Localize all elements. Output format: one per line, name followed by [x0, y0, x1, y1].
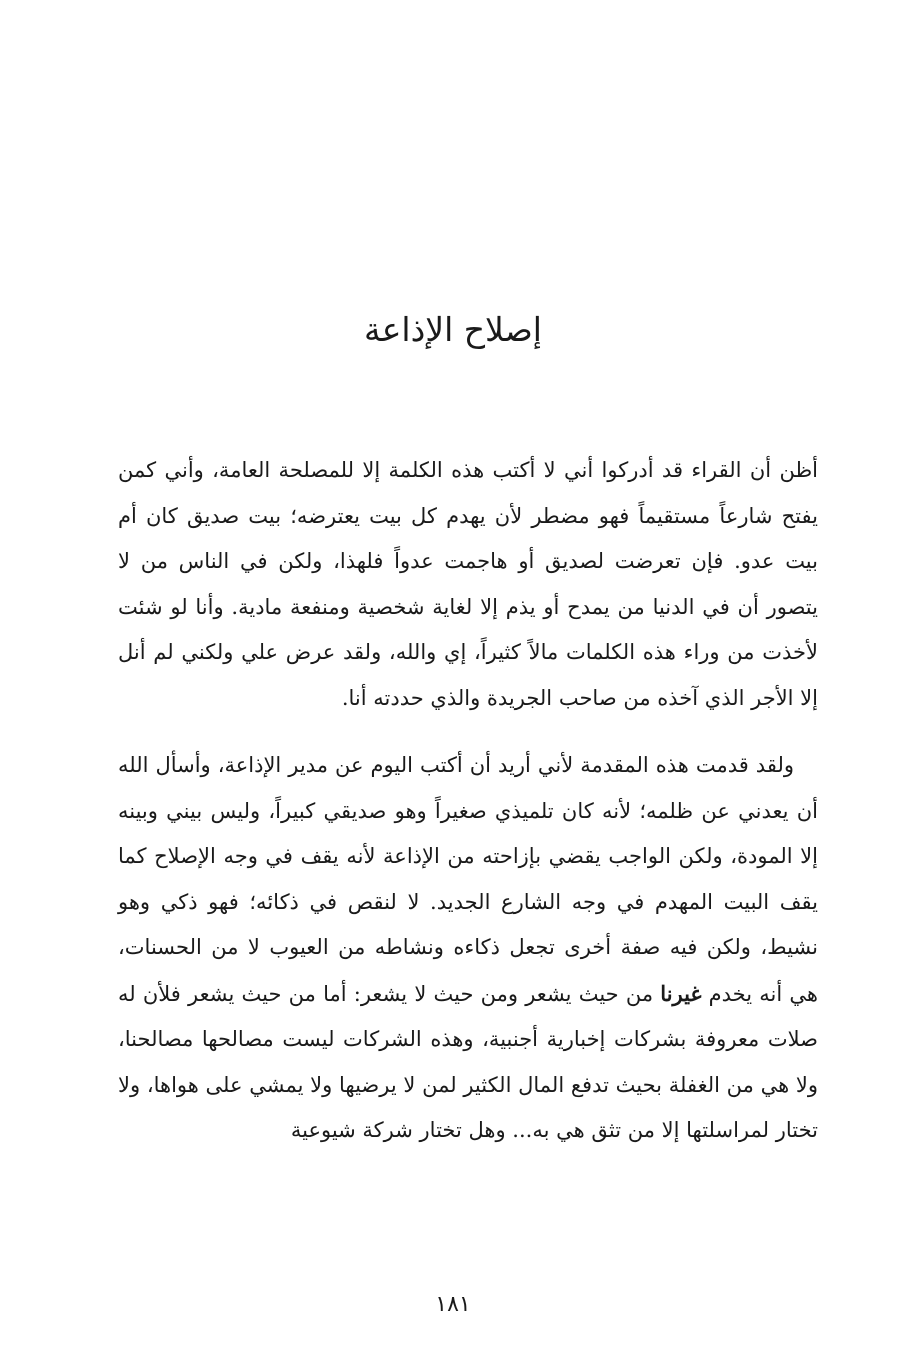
paragraph-1: أظن أن القراء قد أدركوا أني لا أكتب هذه الكلمة إلا للمصلحة العامة، وأني كمن يفتح شارعاً مستقيماً فهو مضطر لأن يهدم كل بيت يعترضه؛ بيت صديق كان أم بيت عدو. فإن تعرضت لصديق أو هاجمت عدواً فلهذا، ولكن في الناس من لا يتصور أن في الدنيا من يمدح أو يذم إلا لغاية شخصية ومنفعة مادية. وأنا لو شئت لأخذت من وراء هذه الكلمات مالاً كثيراً، إي والله، ولقد عرض علي ولكني لم أنل إلا الأجر الذي آخذه من صاحب الجريدة والذي حددته أنا. — [118, 458, 818, 710]
paragraph-2-part-a: ولقد قدمت هذه المقدمة لأني أريد أن أكتب اليوم عن مدير الإذاعة، وأسأل الله أن يعدني عن ظلمه؛ لأنه كان تلميذي صغيراً وهو صديقي كبيراً، وليس بيني وبينه إلا المودة، ولكن الواجب يقضي بإزاحته من الإذاعة لأنه يقف في وجه الإصلاح كما يقف البيت المهدم في وجه الشارع الجديد. لا لنقص في ذكائه؛ فهو ذكي وهو نشيط، ولكن فيه صفة أخرى تجعل ذكاءه ونشاطه من العيوب لا من الحسنات، هي أنه يخدم — [118, 753, 818, 1006]
chapter-body — [118, 448, 818, 1154]
paragraph-2 — [118, 743, 818, 1154]
bold-word-ghayrana: غيرنا — [660, 980, 702, 1006]
chapter-title: إصلاح الإذاعة — [364, 310, 542, 349]
page-number: ١٨١ — [435, 1292, 471, 1317]
paragraph-2-part-b: من حيث يشعر ومن حيث لا يشعر: أما من حيث يشعر فلأن له صلات معروفة بشركات إخبارية أجنبية، وهذه الشركات ليست مصالحها مصالحنا، ولا هي من الغفلة بحيث تدفع المال الكثير لمن لا يرضيها ولا يمشي على هواها، ولا تختار لمراسلتها إلا من تثق هي به... وهل تختار شركة شيوعية — [118, 981, 818, 1142]
